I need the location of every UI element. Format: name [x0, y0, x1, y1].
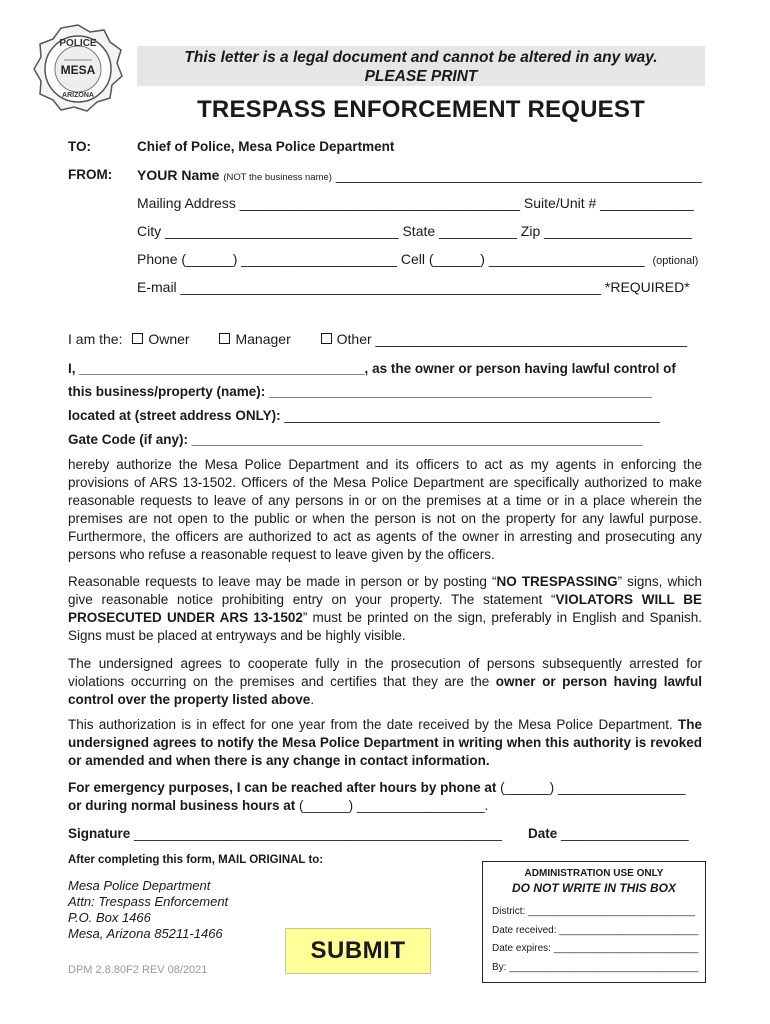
- cooperation-paragraph: The undersigned agrees to cooperate fully in the prosecution of persons subsequently arrested for violations occurring on the premises and certifies that they are the owner or person having lawful control over the property listed above.: [68, 656, 702, 707]
- to-label: TO:: [68, 139, 91, 154]
- other-checkbox[interactable]: Other ________________________________________: [321, 331, 687, 347]
- authorizer-name-line: I, ______________________________________,: [68, 361, 369, 376]
- role-selection: [68, 331, 687, 347]
- duration-paragraph: This authorization is in effect for one year from the date received by the Mesa Police Department. The undersigned agrees to notify the Mesa Police Department in writing when this authority is revoked or amended and when there is any change in contact information.: [68, 717, 702, 768]
- signs-paragraph: Reasonable requests to leave may be made in person or by posting “NO TRESPASSING” signs, which give reasonable notice prohibiting entry on your property. The statement “VIOLATORS WILL BE PROSECUTED UNDER ARS 13-1502” must be printed on the sign, preferably in English and Spanish. Signs must be placed at entryways and be highly visible.: [68, 574, 702, 643]
- admin-date-expires: Date expires: __________________________: [492, 943, 699, 954]
- located-label: located at (street address ONLY):: [68, 408, 281, 423]
- date-field[interactable]: Date _________________: [528, 826, 689, 841]
- authorizer-name-field[interactable]: [68, 361, 676, 376]
- i-am-label: I am the:: [68, 331, 123, 347]
- your-name-note: (NOT the business name): [223, 172, 332, 183]
- svg-text:POLICE: POLICE: [59, 38, 97, 49]
- phone-cell-field[interactable]: [137, 251, 698, 267]
- your-name-line: _______________________________________________: [335, 167, 702, 183]
- page-title: TRESPASS ENFORCEMENT REQUEST: [197, 96, 645, 123]
- after-hours-phone-field[interactable]: For emergency purposes, I can be reached after hours by phone at (______) _________________: [68, 780, 686, 795]
- manager-checkbox[interactable]: Manager: [219, 331, 290, 347]
- mailing-address-field[interactable]: Mailing Address ____________________________________ Suite/Unit # ____________: [137, 195, 694, 211]
- gate-code-field[interactable]: Gate Code (if any): ____________________________________________________________: [68, 432, 643, 447]
- signature-field[interactable]: Signature _________________________________________________: [68, 826, 502, 841]
- svg-text:ARIZONA: ARIZONA: [62, 92, 94, 99]
- your-name-label: YOUR Name: [137, 167, 220, 183]
- admin-by: By: __________________________________: [492, 962, 699, 973]
- mail-heading: After completing this form, MAIL ORIGINAL to:: [68, 854, 324, 866]
- submit-button[interactable]: SUBMIT: [285, 928, 431, 974]
- optional-note: (optional): [652, 255, 699, 267]
- business-hours-phone-field[interactable]: or during normal business hours at (______) _________________.: [68, 798, 489, 813]
- banner-line-1: This letter is a legal document and cannot be altered in any way.: [184, 49, 658, 66]
- phone-cell-line: Phone (______) ____________________ Cell (______) ____________________: [137, 251, 645, 267]
- banner-line-2: PLEASE PRINT: [364, 68, 478, 85]
- admin-warning: DO NOT WRITE IN THIS BOX: [512, 881, 676, 895]
- legal-banner: [137, 46, 705, 86]
- mesa-police-badge: [32, 22, 124, 114]
- to-value: Chief of Police, Mesa Police Department: [137, 139, 395, 154]
- admin-use-box: [482, 861, 706, 983]
- from-label: FROM:: [68, 167, 113, 182]
- form-number: DPM 2.8.80F2 REV 08/2021: [68, 964, 208, 976]
- city-state-zip-field[interactable]: City ______________________________ State __________ Zip ___________________: [137, 223, 693, 239]
- your-name-field[interactable]: [137, 167, 702, 183]
- street-address-field[interactable]: [68, 408, 660, 423]
- business-name-field[interactable]: this business/property (name): ___________________________________________________: [68, 384, 652, 399]
- email-field[interactable]: E-mail ______________________________________________________ *REQUIRED*: [137, 279, 690, 295]
- located-line: __________________________________________________: [280, 408, 660, 423]
- admin-date-received: Date received: _________________________: [492, 925, 699, 936]
- svg-text:MESA: MESA: [60, 63, 96, 77]
- admin-district: District: ______________________________: [492, 906, 695, 917]
- owner-checkbox[interactable]: Owner: [132, 331, 189, 347]
- admin-heading: ADMINISTRATION USE ONLY: [524, 868, 664, 879]
- authorizer-statement: as the owner or person having lawful control of: [372, 361, 676, 376]
- mailing-address-block: Mesa Police Department Attn: Trespass Enforcement P.O. Box 1466 Mesa, Arizona 85211-1466: [68, 878, 229, 941]
- badge-icon: [32, 22, 124, 114]
- authorization-paragraph: hereby authorize the Mesa Police Department and its officers to act as my agents in enforcing the provisions of ARS 13-1502. Officers of the Mesa Police Department are specifically authorized to make reasonable requests to leave of any persons in or on the premises at a time or in a place wherein the premises are not open to the public or when the person is not on the property for any lawful purpose. Furthermore, the officers are authorized to act as agents of the owner in arresting and prosecuting any persons who refuse a reasonable request to leave given by the officers.: [68, 457, 702, 562]
